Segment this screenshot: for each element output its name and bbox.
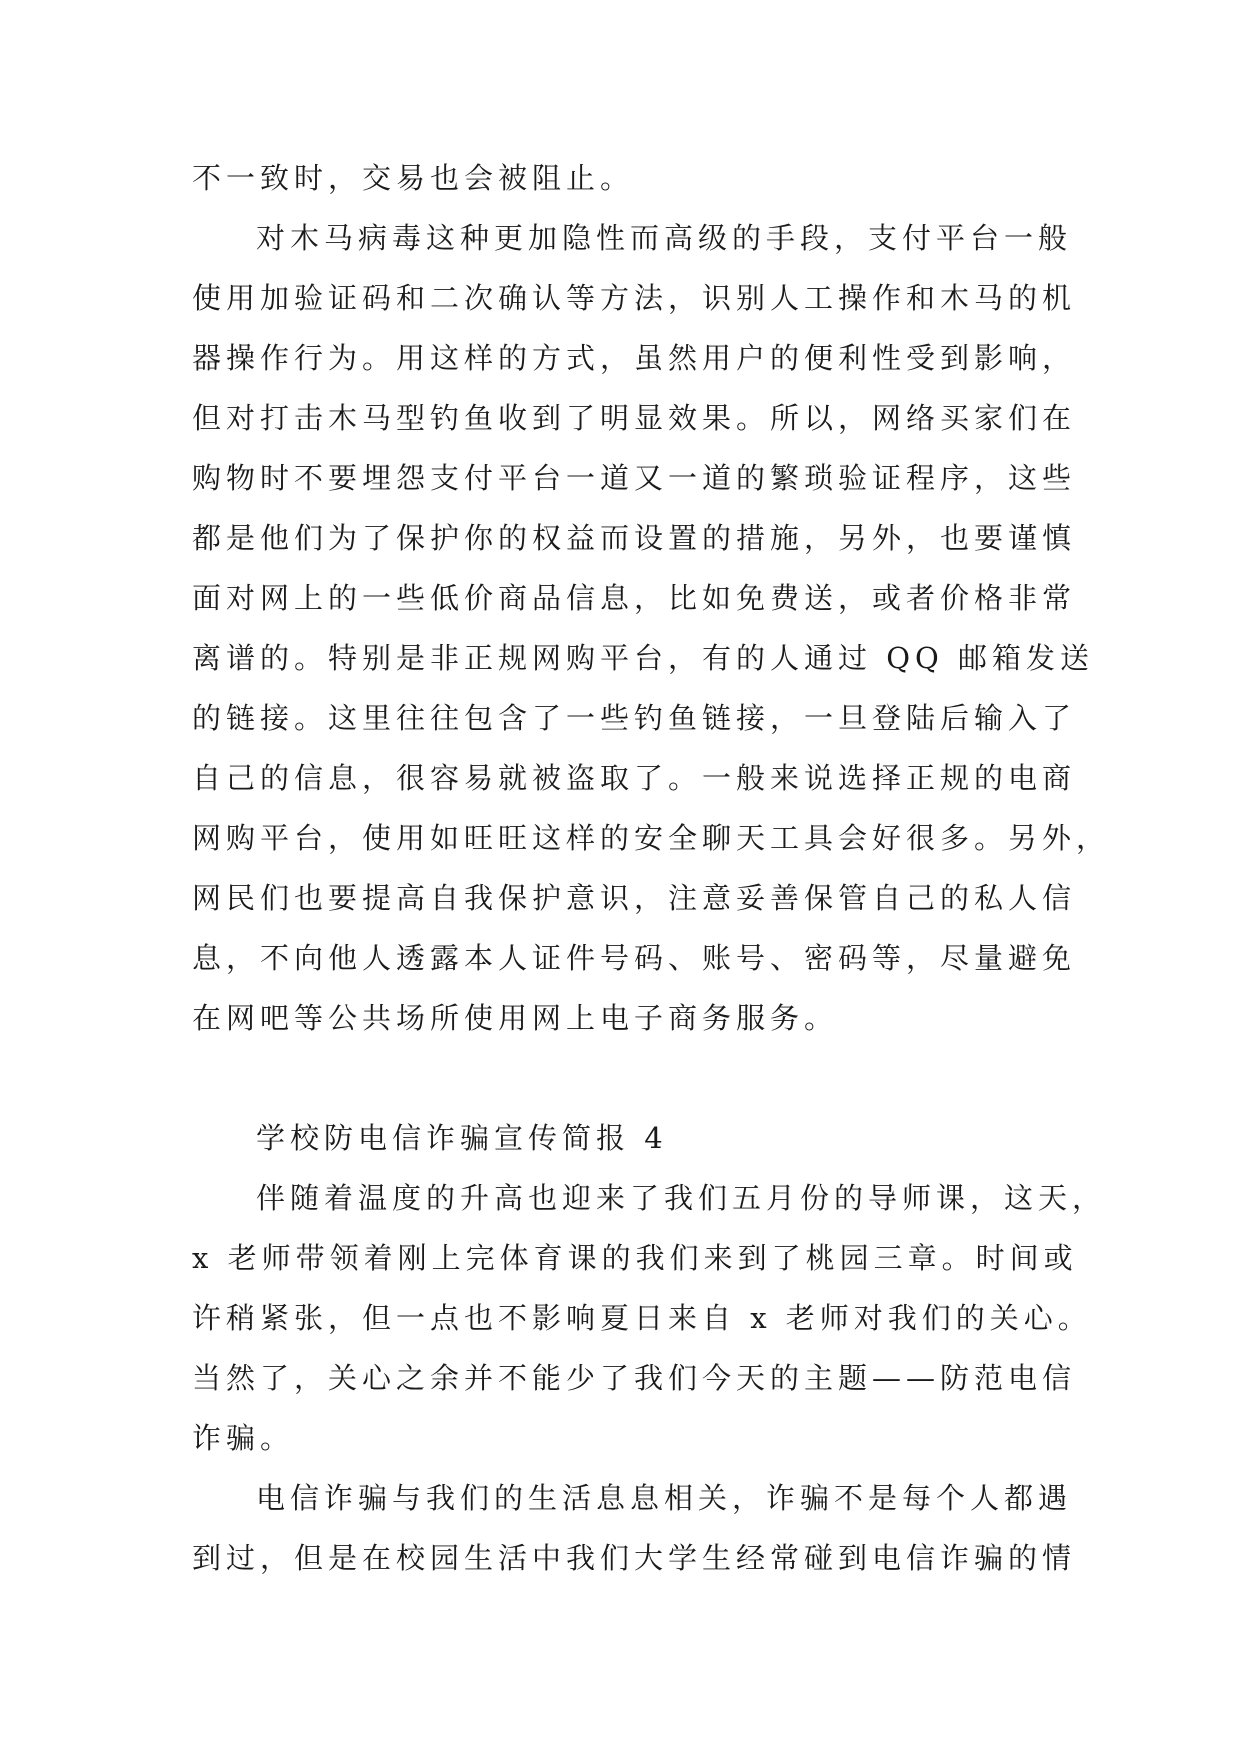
paragraph-line: 购物时不要埋怨支付平台一道又一道的繁琐验证程序，这些 [192, 461, 1077, 495]
paragraph-line: 但对打击木马型钓鱼收到了明显效果。所以，网络买家们在 [192, 401, 1077, 435]
paragraph-line: 面对网上的一些低价商品信息，比如免费送，或者价格非常 [192, 581, 1077, 615]
paragraph-line: 离谱的。特别是非正规网购平台，有的人通过 QQ 邮箱发送 [192, 641, 1094, 675]
paragraph-line: 自己的信息，很容易就被盗取了。一般来说选择正规的电商 [192, 761, 1077, 795]
paragraph-line: 息，不向他人透露本人证件号码、账号、密码等，尽量避免 [192, 941, 1077, 975]
paragraph-line: 都是他们为了保护你的权益而设置的措施，另外，也要谨慎 [192, 521, 1077, 555]
paragraph-line: 伴随着温度的升高也迎来了我们五月份的导师课，这天， [256, 1181, 1107, 1215]
paragraph-line: 的链接。这里往往包含了一些钓鱼链接，一旦登陆后输入了 [192, 701, 1077, 735]
paragraph-line: 当然了，关心之余并不能少了我们今天的主题——防范电信 [192, 1361, 1077, 1395]
paragraph-line: 许稍紧张，但一点也不影响夏日来自 x 老师对我们的关心。 [192, 1301, 1092, 1335]
paragraph-line: 电信诈骗与我们的生活息息相关，诈骗不是每个人都遇 [256, 1481, 1073, 1515]
paragraph-line: 对木马病毒这种更加隐性而高级的手段，支付平台一般 [256, 221, 1073, 255]
paragraph-line: 网民们也要提高自我保护意识，注意妥善保管自己的私人信 [192, 881, 1077, 915]
paragraph-line: 诈骗。 [192, 1421, 295, 1455]
paragraph-line: 器操作行为。用这样的方式，虽然用户的便利性受到影响， [192, 341, 1077, 375]
paragraph-line: 到过，但是在校园生活中我们大学生经常碰到电信诈骗的情 [192, 1541, 1077, 1575]
section-heading: 学校防电信诈骗宣传简报 4 [256, 1121, 668, 1155]
paragraph-line: x 老师带领着刚上完体育课的我们来到了桃园三章。时间或 [192, 1241, 1078, 1275]
paragraph-line: 在网吧等公共场所使用网上电子商务服务。 [192, 1001, 839, 1035]
paragraph-line: 使用加验证码和二次确认等方法，识别人工操作和木马的机 [192, 281, 1077, 315]
paragraph-line: 网购平台，使用如旺旺这样的安全聊天工具会好很多。另外， [192, 821, 1111, 855]
paragraph-line: 不一致时，交易也会被阻止。 [192, 161, 635, 195]
